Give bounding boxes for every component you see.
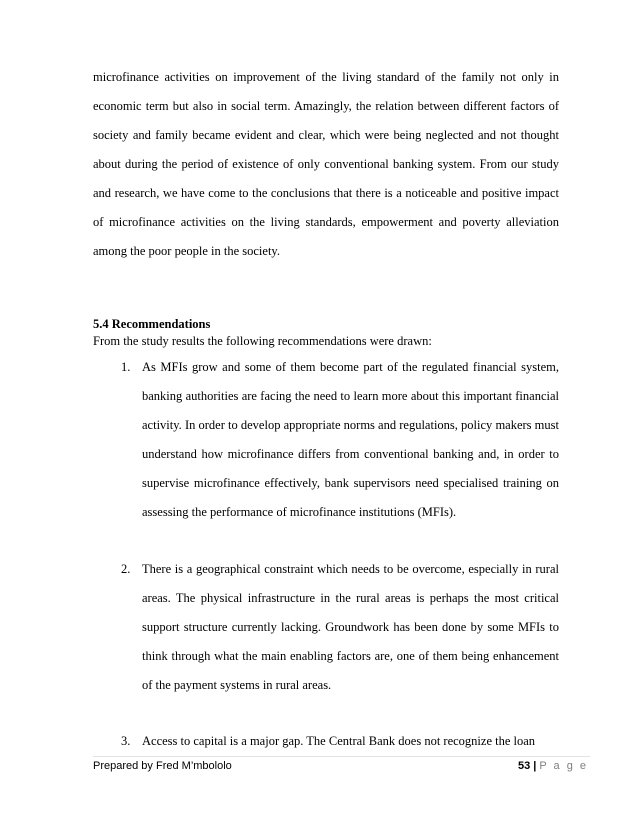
list-number: 1.	[121, 360, 131, 374]
section-heading: 5.4 Recommendations	[93, 317, 211, 331]
footer-divider	[93, 756, 590, 757]
intro-paragraph: microfinance activities on improvement of the living standard of the family not only in economic term but also in social term. Amazingly, the relation between different factors of society and family became evident and clear, which were being neglected and not thought about during the period of existence of only conventional banking system. From our study and research, we have come to the conclusions that there is a noticeable and positive impact of microfinance activities on the living standards, empowerment and poverty alleviation among the poor people in the society.	[93, 70, 559, 258]
section-lead: From the study results the following recommendations were drawn:	[93, 334, 432, 348]
footer-author: Prepared by Fred M’mbololo	[93, 760, 232, 772]
footer-page-indicator	[518, 760, 588, 772]
recommendation-text: There is a geographical constraint which needs to be overcome, especially in rural areas. The physical infrastructure in the rural areas is perhaps the most critical support structure currently lacking. Groundwork has been done by some MFIs to think through what the main enabling factors are, one of them being enhancement of the payment systems in rural areas.	[142, 562, 559, 692]
recommendation-text: As MFIs grow and some of them become part of the regulated financial system, banking authorities are facing the need to learn more about this important financial activity. In order to develop appropriate norms and regulations, policy makers must understand how microfinance differs from conventional banking and, in order to supervise microfinance effectively, bank supervisors need specialised training on assessing the performance of microfinance institutions (MFIs).	[142, 360, 559, 519]
list-number: 3.	[121, 734, 131, 748]
page-separator: |	[533, 760, 537, 772]
page-label: P a g e	[539, 760, 588, 772]
recommendation-text: Access to capital is a major gap. The Central Bank does not recognize the loan	[142, 734, 536, 748]
list-number: 2.	[121, 562, 131, 576]
page-number: 53	[518, 760, 531, 772]
